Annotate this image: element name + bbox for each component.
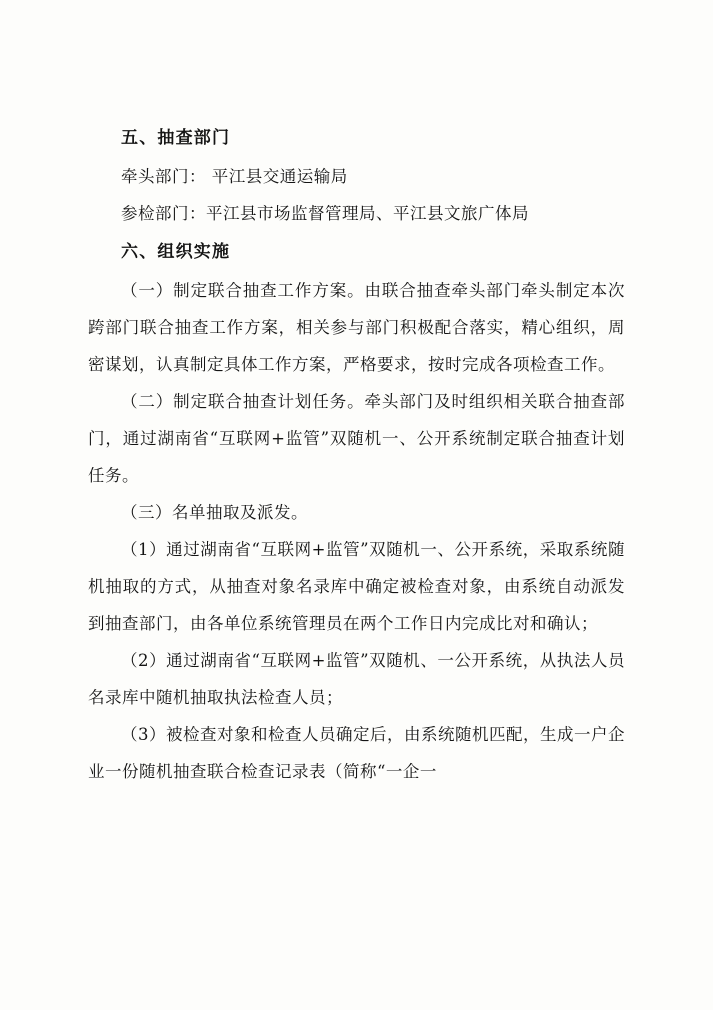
section-heading-6: 六、组织实施	[121, 242, 231, 262]
document-body	[88, 118, 625, 790]
paragraph-lead-department: 牵头部门： 平江县交通运输局	[121, 167, 348, 186]
paragraph-item-3-3: （3）被检查对象和检查人员确定后，由系统随机匹配，生成一户企业一份随机抽查联合检查记录表（简称“一企一	[88, 725, 625, 781]
paragraph-joint-department: 参检部门：平江县市场监督管理局、平江县文旅广体局	[121, 204, 529, 223]
paragraph-item-3: （三）名单抽取及派发。	[121, 503, 308, 522]
section-heading-5: 五、抽查部门	[121, 128, 231, 148]
paragraph-item-3-1: （1）通过湖南省“互联网+监管”双随机一、公开系统，采取系统随机抽取的方式，从抽查对象名录库中确定被检查对象，由系统自动派发到抽查部门，由各单位系统管理员在两个工作日内完成比对和确认；	[88, 540, 625, 633]
paragraph-item-3-2: （2）通过湖南省“互联网+监管”双随机、一公开系统，从执法人员名录库中随机抽取执法检查人员；	[88, 651, 625, 707]
paragraph-item-1: （一）制定联合抽查工作方案。由联合抽查牵头部门牵头制定本次跨部门联合抽查工作方案，相关参与部门积极配合落实，精心组织，周密谋划，认真制定具体工作方案，严格要求，按时完成各项检查工作。	[88, 281, 625, 374]
paragraph-item-2: （二）制定联合抽查计划任务。牵头部门及时组织相关联合抽查部门，通过湖南省“互联网+监管”双随机一、公开系统制定联合抽查计划任务。	[88, 392, 625, 485]
